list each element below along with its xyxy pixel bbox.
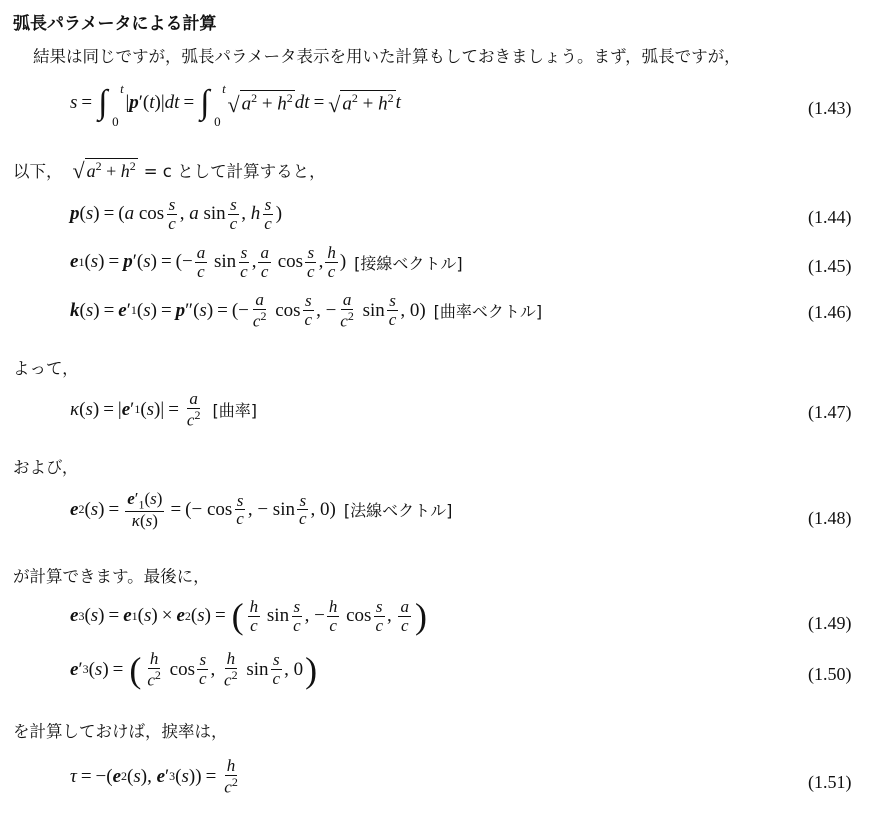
equation-1-43: s = ∫ 0 t | p ′( t )| dt = ∫ 0 t √ $a^2 + h^2$ dt = √ $a^2 + h^2$ t — [70, 81, 401, 129]
section-heading: 弧長パラメータによる計算 — [13, 14, 217, 34]
equation-number: (1.47) — [808, 402, 852, 422]
equation-1-49: e 3 ( s ) = e 1 ( s ) × e 2 ( s ) = ( $\frac{h}{c}$ sin $\frac{s}{c}$ , − $\frac{h}{c}$ cos $\frac{s}{c}$ , $\frac{a}{c}$ ) — [70, 596, 427, 637]
equation-tag: [曲率] — [212, 401, 257, 421]
equation-1-51: τ = −( e 2 ( s ), e ′ 3 ( s )) = $\frac{h}{c^2}$ — [70, 756, 238, 797]
equation-number: (1.45) — [808, 256, 852, 276]
equation-1-44: p ( s ) = ( a cos $\frac{s}{c}$ , a sin $\frac{s}{c}$ , h $\frac{s}{c}$ ) — [70, 195, 283, 233]
equation-number: (1.46) — [808, 302, 852, 322]
equation-number: (1.49) — [808, 613, 852, 633]
equation-1-45: e 1 ( s ) = p ′( s ) = (− $\frac{a}{c}$ sin $\frac{s}{c}$ , $\frac{a}{c}$ cos $\frac{s}{c}$ , $\frac{h}{c}$ ) [接線ベクトル] — [70, 243, 463, 281]
paragraph-text: 以下， — [13, 162, 63, 181]
intro-paragraph: 結果は同じですが，弧長パラメータ表示を用いた計算もしておきましょう。まず，弧長ですが， — [33, 47, 741, 66]
paragraph-2: 以下， √ $a^2 + h^2$ = c として計算すると， — [13, 158, 326, 183]
equation-number: (1.51) — [808, 772, 852, 792]
equation-tag: [曲率ベクトル] — [433, 302, 543, 322]
equation-1-50: e ′ 3 ( s ) = ( $\frac{h}{c^2}$ cos $\frac{s}{c}$ , $\frac{h}{c^2}$ sin $\frac{s}{c}$ , 0 ) — [70, 649, 318, 690]
equation-tag: [接線ベクトル] — [354, 253, 463, 273]
paragraph-text: = c として計算すると， — [143, 162, 326, 181]
equation-1-48: e 2 ( s ) = $\frac{e'_1(s)}{\kappa(s)}$ = (− cos $\frac{s}{c}$ , − sin $\frac{s}{c}$ , 0) [法線ベクトル] — [70, 489, 453, 530]
equation-number: (1.44) — [808, 207, 852, 227]
equation-1-47: κ ( s ) = | e ′ 1 ( s )| = $\frac{a}{c^2}$ [曲率] — [70, 389, 257, 430]
equation-number: (1.43) — [808, 98, 852, 118]
paragraph-6: を計算しておけば，捩率は， — [13, 722, 228, 741]
paragraph-4: および， — [13, 458, 79, 477]
equation-1-46: k ( s ) = e ′ 1 ( s ) = p ″( s ) = (− $\frac{a}{c^2}$ cos $\frac{s}{c}$ , − $\frac{a}{c^2}$ sin $\frac{s}{c}$ , 0) [曲率ベクトル] — [70, 290, 543, 331]
equation-number: (1.48) — [808, 508, 852, 528]
equation-number: (1.50) — [808, 664, 852, 684]
paragraph-5: が計算できます。最後に， — [13, 567, 210, 586]
paragraph-3: よって， — [13, 359, 79, 378]
equation-tag: [法線ベクトル] — [343, 501, 453, 521]
